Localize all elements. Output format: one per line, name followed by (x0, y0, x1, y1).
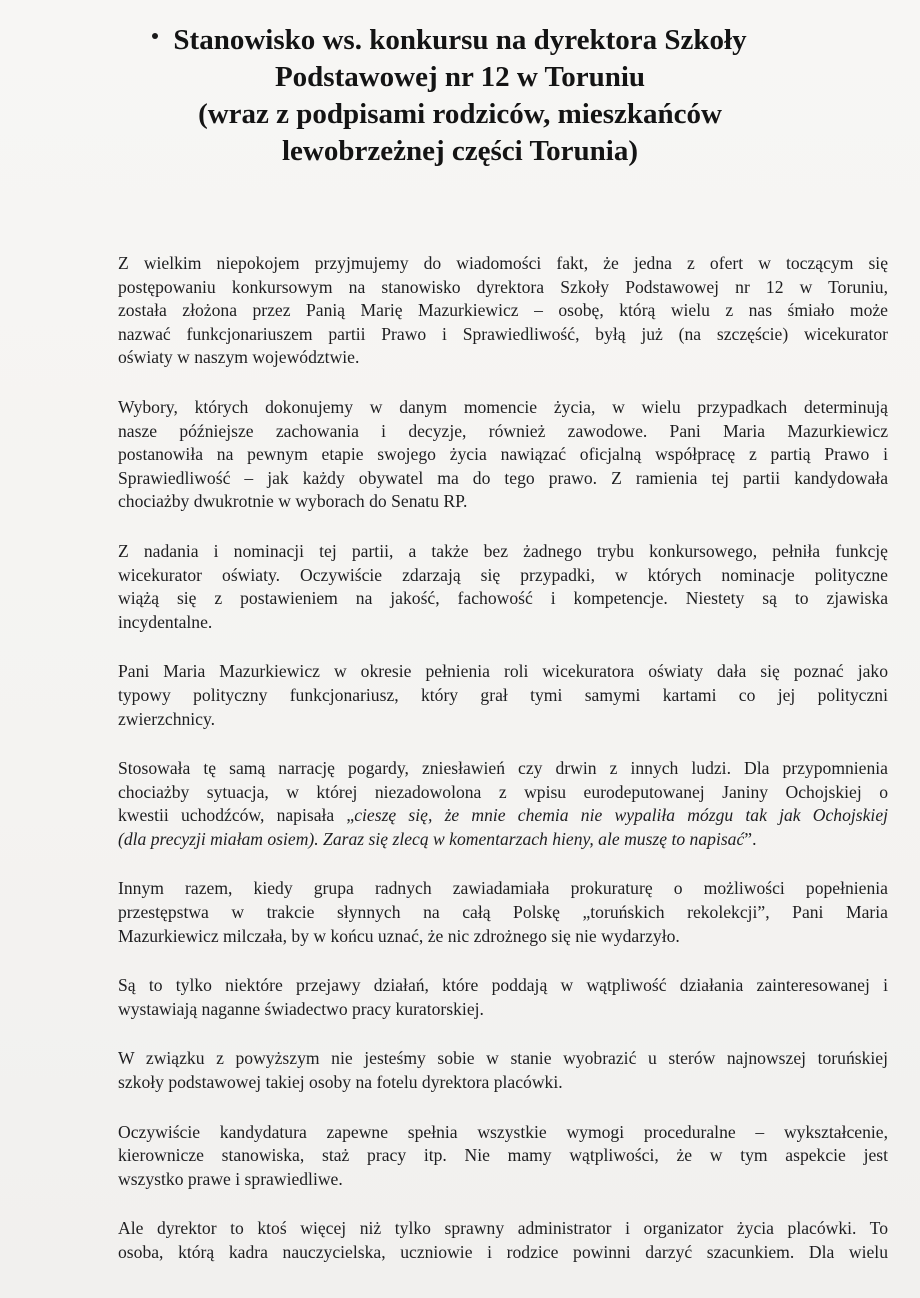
paragraph-1 (118, 252, 888, 370)
paragraph-10 (118, 1217, 888, 1264)
text-line: chociażby dwukrotnie w wyborach do Senatu RP. (118, 491, 468, 512)
text-line: wystawiają naganne świadectwo pracy kuratorskiej. (118, 998, 484, 1019)
text-line: zwierzchnicy. (118, 708, 216, 729)
title-line: Stanowisko ws. konkursu na dyrektora Szkoły (173, 24, 747, 56)
text-line: Z wielkim niepokojem przyjmujemy do wiadomości fakt, że jedna z ofert w toczącym się (118, 253, 888, 273)
text-line: szkoły podstawowej takiej osoby na fotelu dyrektora placówki. (118, 1072, 563, 1093)
document-body (118, 252, 888, 1291)
text-line: Z nadania i nominacji tej partii, a także bez żadnego trybu konkursowego, pełniła funkcję (118, 540, 888, 561)
paragraph-9 (118, 1121, 888, 1192)
text-line: wszystko prawe i sprawiedliwe. (118, 1168, 343, 1189)
text-line: Pani Maria Mazurkiewicz w okresie pełnienia roli wicekuratora oświaty dała się poznać jako (118, 661, 888, 682)
paragraph-6 (118, 877, 888, 948)
text-line: kierownicze stanowiska, staż pracy itp. Nie mamy wątpliwości, że w tym aspekcie jest (118, 1145, 888, 1166)
text-line (118, 828, 888, 852)
text-line: Innym razem, kiedy grupa radnych zawiadamiała prokuraturę o możliwości popełnienia (118, 878, 888, 899)
text-line: postanowiła na pewnym etapie swojego życia nawiązać oficjalną współpracę z partią Prawo i (118, 444, 888, 465)
title-line: Podstawowej nr 12 w Toruniu (274, 61, 646, 93)
text-line: chociażby sytuacja, w której niezadowolona z wpisu eurodeputowanej Janiny Ochojskiej o (118, 781, 888, 802)
text-run: kwestii uchodźców, napisała „ (118, 805, 355, 826)
text-line: wicekurator oświaty. Oczywiście zdarzają się przypadki, w których nominacje polityczne (118, 564, 888, 585)
paragraph-2 (118, 396, 888, 514)
text-line: przestępstwa w trakcie słynnych na całą Polskę „toruńskich rekolekcji”, Pani Maria (118, 902, 888, 923)
text-line: typowy polityczny funkcjonariusz, który grał tymi samymi kartami co jej polityczni (118, 684, 888, 705)
text-line: osoba, którą kadra nauczycielska, uczniowie i rodzice powinni darzyć szacunkiem. Dla wielu (118, 1242, 888, 1262)
text-line: nazwać funkcjonariuszem partii Prawo i Sprawiedliwość, byłą już (na szczęście) wicekurator (118, 323, 888, 344)
text-line: Sprawiedliwość – jak każdy obywatel ma do tego prawo. Z ramienia tej partii kandydowała (118, 467, 888, 488)
text-line (118, 804, 888, 828)
text-line: incydentalne. (118, 611, 213, 632)
quote-italic: cieszę się, że mnie chemia nie wypaliła mózgu tak jak Ochojskiej (354, 805, 888, 826)
text-line: oświaty w naszym województwie. (118, 347, 360, 368)
text-line: wiążą się z postawieniem na jakość, fachowość i kompetencje. Niestety są to zjawiska (118, 588, 888, 609)
text-line: została złożona przez Panią Marię Mazurkiewicz – osobę, którą wielu z nas śmiało może (118, 300, 888, 321)
paragraph-3 (118, 540, 888, 634)
title-line: lewobrzeżnej części Torunia) (282, 135, 638, 167)
title-line: (wraz z podpisami rodziców, mieszkańców (198, 98, 722, 130)
text-line: Stosowała tę samą narrację pogardy, zniesławień czy drwin z innych ludzi. Dla przypomnienia (118, 758, 888, 779)
text-line: Oczywiście kandydatura zapewne spełnia wszystkie wymogi proceduralne – wykształcenie, (118, 1121, 888, 1142)
document-title (150, 22, 770, 170)
text-line: W związku z powyższym nie jesteśmy sobie w stanie wyobrazić u sterów najnowszej toruńskiej (118, 1048, 888, 1069)
text-line: postępowaniu konkursowym na stanowisko dyrektora Szkoły Podstawowej nr 12 w Toruniu, (118, 276, 888, 297)
paragraph-7 (118, 974, 888, 1021)
text-line: Są to tylko niektóre przejawy działań, które poddają w wątpliwość działania zainteresowanej i (118, 975, 888, 996)
paragraph-4 (118, 660, 888, 731)
text-line: nasze późniejsze zachowania i decyzje, również zawodowe. Pani Maria Mazurkiewicz (118, 420, 888, 441)
quote-italic: (dla precyzji miałam osiem). Zaraz się zlecą w komentarzach hieny, ale muszę to napisać (118, 828, 745, 849)
paragraph-5 (118, 757, 888, 851)
paragraph-8 (118, 1047, 888, 1094)
text-run: ”. (744, 828, 757, 849)
text-line: Mazurkiewicz milczała, by w końcu uznać, że nic zdrożnego się nie wydarzyło. (118, 925, 680, 946)
text-line: Wybory, których dokonujemy w danym momencie życia, w wielu przypadkach determinują (118, 396, 888, 417)
text-line: Ale dyrektor to ktoś więcej niż tylko sprawny administrator i organizator życia placówki. To (118, 1218, 888, 1239)
